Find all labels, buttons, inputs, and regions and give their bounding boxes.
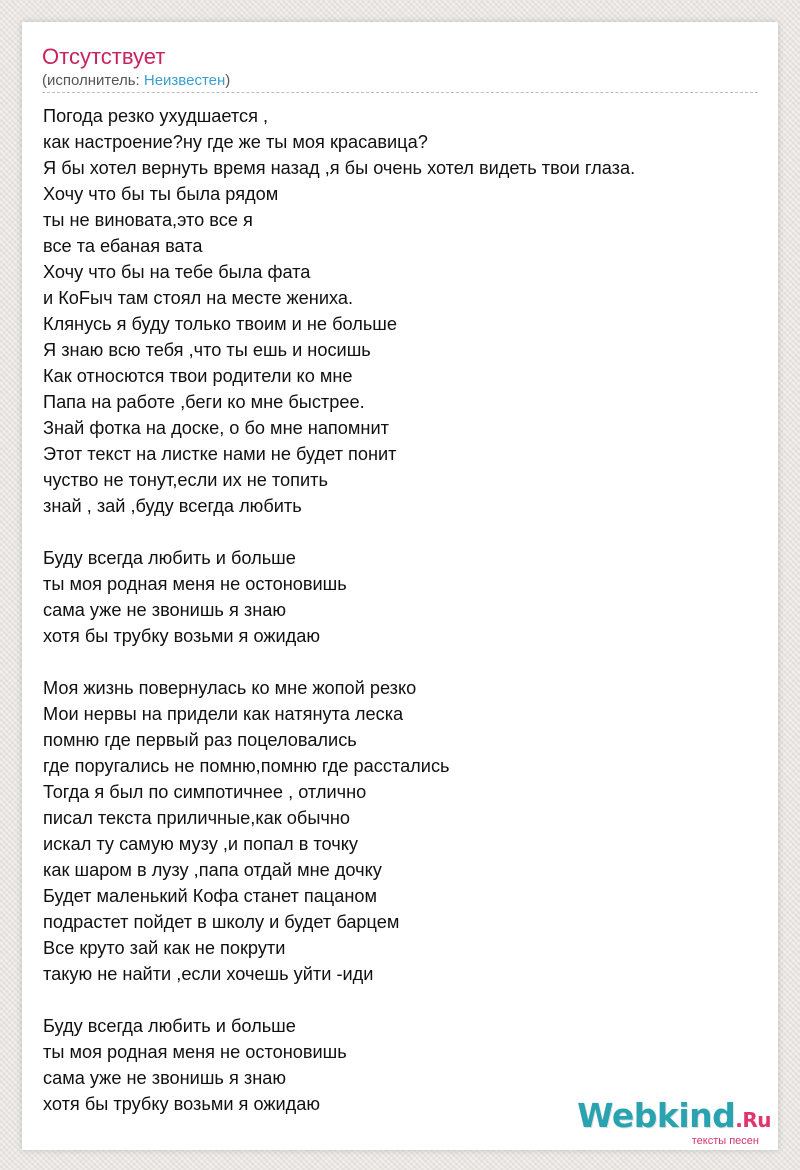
stanza-break: [43, 649, 759, 675]
logo-tld-text: .Ru: [735, 1108, 771, 1132]
song-header: [42, 44, 758, 90]
lyric-line: ты не виновата,это все я: [43, 210, 253, 230]
lyric-line: Моя жизнь повернулась ко мне жопой резко: [43, 678, 417, 698]
lyric-line: знай , зай ,буду всегда любить: [43, 496, 302, 516]
lyric-line: все та ебаная вата: [43, 236, 203, 256]
lyric-line: Я бы хотел вернуть время назад ,я бы очень хотел видеть твои глаза.: [43, 158, 636, 178]
lyric-line: Буду всегда любить и больше: [43, 548, 296, 568]
lyric-line: Будет маленький Кофа станет пацаном: [43, 886, 377, 906]
logo-wordmark: [577, 1096, 771, 1135]
lyric-line: где поругались не помню,помню где расстались: [43, 756, 450, 776]
lyric-line: сама уже не звонишь я знаю: [43, 600, 287, 620]
lyric-line: Буду всегда любить и больше: [43, 1016, 296, 1036]
lyric-line: хотя бы трубку возьми я ожидаю: [43, 626, 321, 646]
logo-main-text: Webkind: [577, 1096, 736, 1135]
artist-line: [42, 72, 758, 90]
artist-suffix: ): [225, 72, 231, 89]
lyric-line: Хочу что бы на тебе была фата: [43, 262, 311, 282]
lyric-line: Папа на работе ,беги ко мне быстрее.: [43, 392, 365, 412]
webkind-logo[interactable]: [577, 1096, 771, 1147]
lyric-line: Я знаю всю тебя ,что ты ешь и носишь: [43, 340, 371, 360]
artist-link[interactable]: Неизвестен: [143, 72, 226, 89]
lyric-line: Все круто зай как не покрути: [43, 938, 286, 958]
lyric-line: Хочу что бы ты была рядом: [43, 184, 279, 204]
artist-prefix: (исполнитель:: [42, 72, 144, 89]
lyrics-card: [22, 22, 778, 1150]
lyric-line: писал текста приличные,как обычно: [43, 808, 351, 828]
lyric-line: такую не найти ,если хочешь уйти -иди: [43, 964, 374, 984]
lyric-line: Клянусь я буду только твоим и не больше: [43, 314, 398, 334]
lyric-line: как шаром в лузу ,папа отдай мне дочку: [43, 860, 382, 880]
lyric-line: помню где первый раз поцеловались: [43, 730, 357, 750]
lyric-line: и КоFыч там стоял на месте жениха.: [43, 288, 354, 308]
song-title: Отсутствует: [42, 44, 166, 69]
lyric-line: хотя бы трубку возьми я ожидаю: [43, 1094, 321, 1114]
lyric-line: искал ту самую музу ,и попал в точку: [43, 834, 359, 854]
lyric-line: Мои нервы на придели как натянута леска: [43, 704, 404, 724]
lyric-line: Погода резко ухудшается ,: [43, 106, 269, 126]
stanza-break: [43, 519, 759, 545]
header-divider: [42, 92, 758, 93]
lyric-line: сама уже не звонишь я знаю: [43, 1068, 287, 1088]
lyric-line: ты моя родная меня не остоновишь: [43, 1042, 347, 1062]
lyric-line: Знай фотка на доске, о бо мне напомнит: [43, 418, 389, 438]
lyrics-body: [43, 103, 759, 1117]
lyric-line: чуство не тонут,если их не топить: [43, 470, 328, 490]
lyric-line: как настроение?ну где же ты моя красавица?: [43, 132, 428, 152]
lyric-line: ты моя родная меня не остоновишь: [43, 574, 347, 594]
lyric-line: Тогда я был по симпотичнее , отлично: [43, 782, 367, 802]
stanza-break: [43, 987, 759, 1013]
lyric-line: Как относются твои родители ко мне: [43, 366, 353, 386]
lyric-line: подрастет пойдет в школу и будет барцем: [43, 912, 400, 932]
logo-tagline: тексты песен: [691, 1135, 759, 1147]
lyric-line: Этот текст на листке нами не будет понит: [43, 444, 397, 464]
